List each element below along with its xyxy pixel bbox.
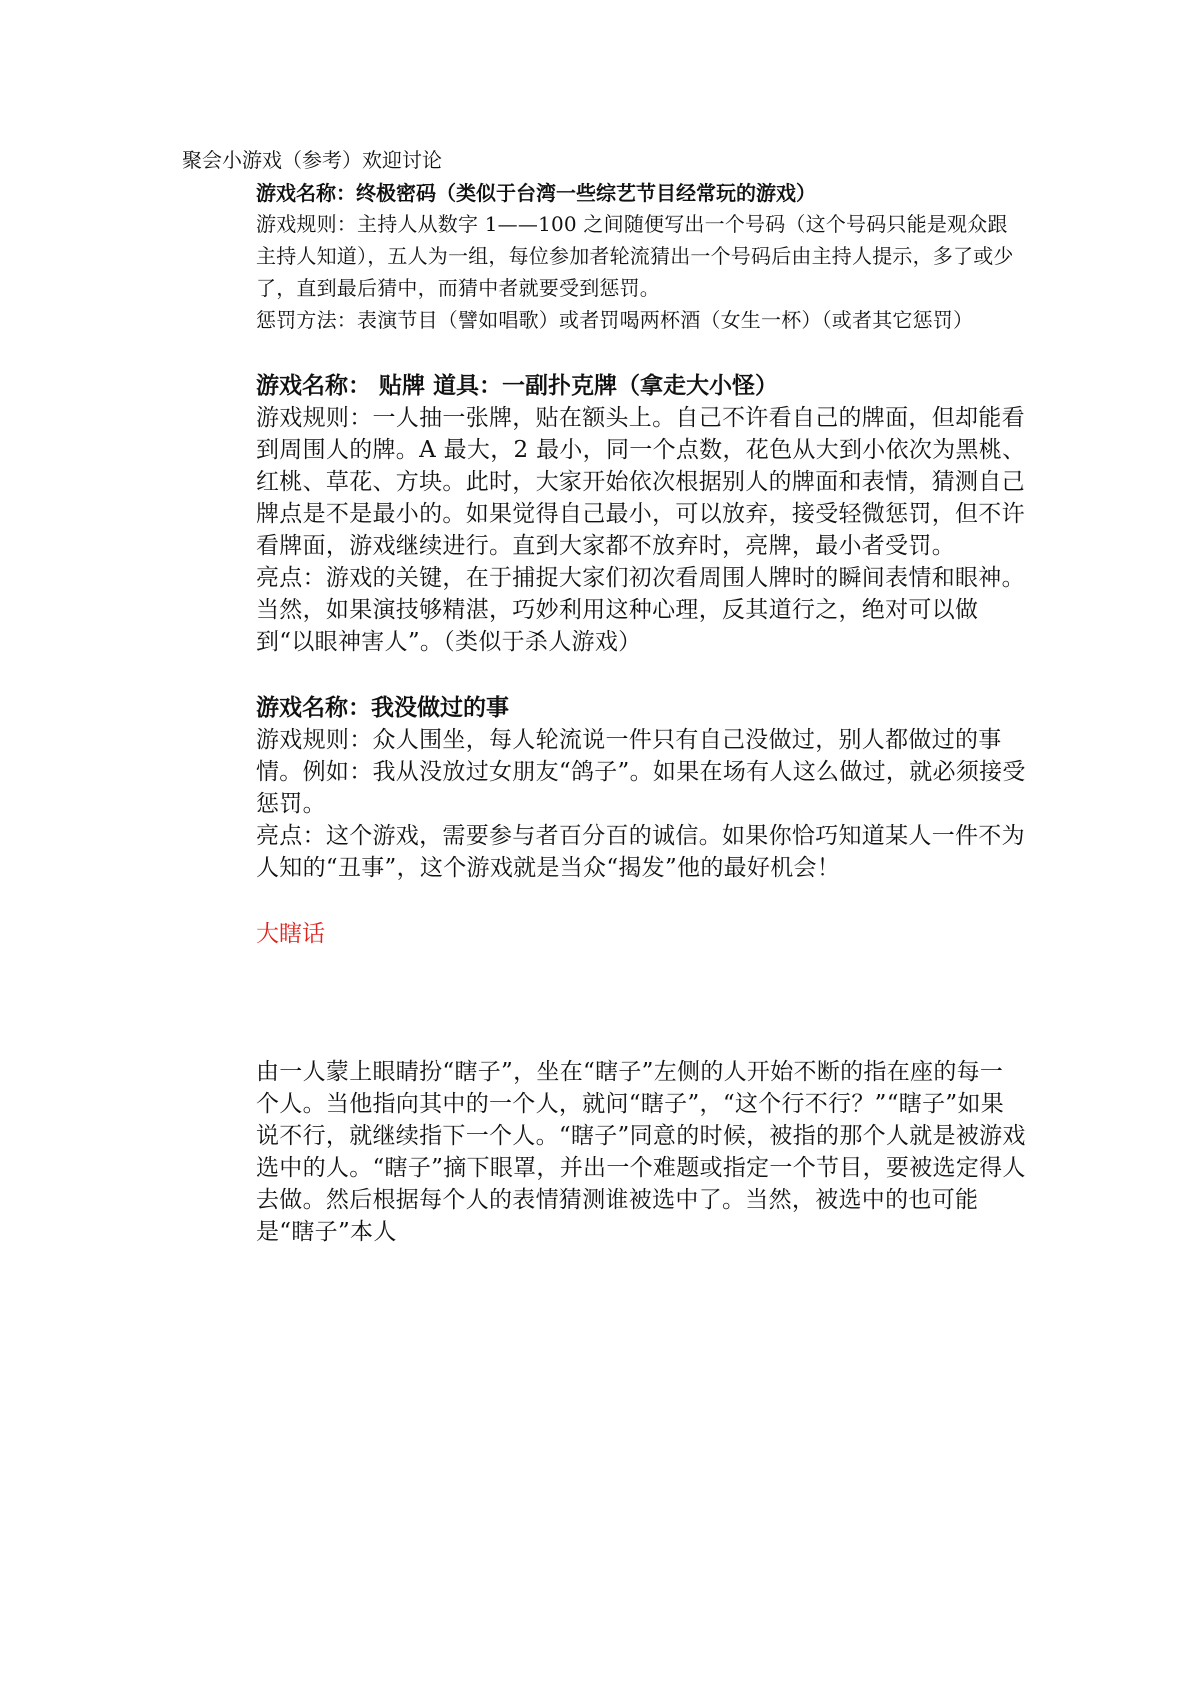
section-gap [256,884,1026,918]
game3-name: 游戏名称：我没做过的事 [256,694,509,721]
section-gap [256,336,1026,370]
game2-highlight: 亮点：游戏的关键，在于捕捉大家们初次看周围人牌时的瞬间表情和眼神。当然，如果演技够精湛，巧妙利用这种心理，反其道行之，绝对可以做到“以眼神害人”。（类似于杀人游戏） [256,565,1025,655]
game1-rules: 游戏规则：主持人从数字 1——100 之间随便写出一个号码（这个号码只能是观众跟主持人知道），五人为一组，每位参加者轮流猜出一个号码后由主持人提示，多了或少了，直到最后猜中，而猜中者就要受到惩罚。 [256,212,1014,300]
document-body [256,178,1026,1248]
game1-name: 游戏名称：终极密码（类似于台湾一些综艺节目经常玩的游戏） [256,181,816,205]
game4-heading: 大瞎话 [256,921,325,947]
game2-name: 游戏名称： 贴牌 道具：一副扑克牌（拿走大小怪） [256,372,779,399]
game2-rules: 游戏规则：一人抽一张牌，贴在额头上。自己不许看自己的牌面，但却能看到周围人的牌。A 最大，2 最小，同一个点数，花色从大到小依次为黑桃、红桃、草花、方块。此时，大家开始依次根据别人的牌面和表情，猜测自己牌点是不是最小的。如果觉得自己最小，可以放弃，接受轻微惩罚，但不许看牌面，游戏继续进行。直到大家都不放弃时，亮牌，最小者受罚。 [256,405,1026,559]
section-gap [256,950,1026,1056]
section-gap [256,658,1026,692]
page-title: 聚会小游戏（参考）欢迎讨论 [182,148,442,172]
game3-highlight: 亮点：这个游戏，需要参与者百分百的诚信。如果你恰巧知道某人一件不为人知的“丑事”，这个游戏就是当众“揭发”他的最好机会！ [256,823,1025,881]
game4-description: 由一人蒙上眼睛扮“瞎子”，坐在“瞎子”左侧的人开始不断的指在座的每一个人。当他指向其中的一个人，就问“瞎子”，“这个行不行？”“瞎子”如果说不行，就继续指下一个人。“瞎子”同意的时候，被指的那个人就是被游戏选中的人。“瞎子”摘下眼罩，并出一个难题或指定一个节目，要被选定得人去做。然后根据每个人的表情猜测谁被选中了。当然，被选中的也可能是“瞎子”本人 [256,1059,1026,1245]
game1-penalty: 惩罚方法：表演节目（譬如唱歌）或者罚喝两杯酒（女生一杯）（或者其它惩罚） [256,308,974,332]
game3-rules: 游戏规则：众人围坐，每人轮流说一件只有自己没做过，别人都做过的事情。例如：我从没放过女朋友“鸽子”。如果在场有人这么做过，就必须接受惩罚。 [256,727,1026,817]
